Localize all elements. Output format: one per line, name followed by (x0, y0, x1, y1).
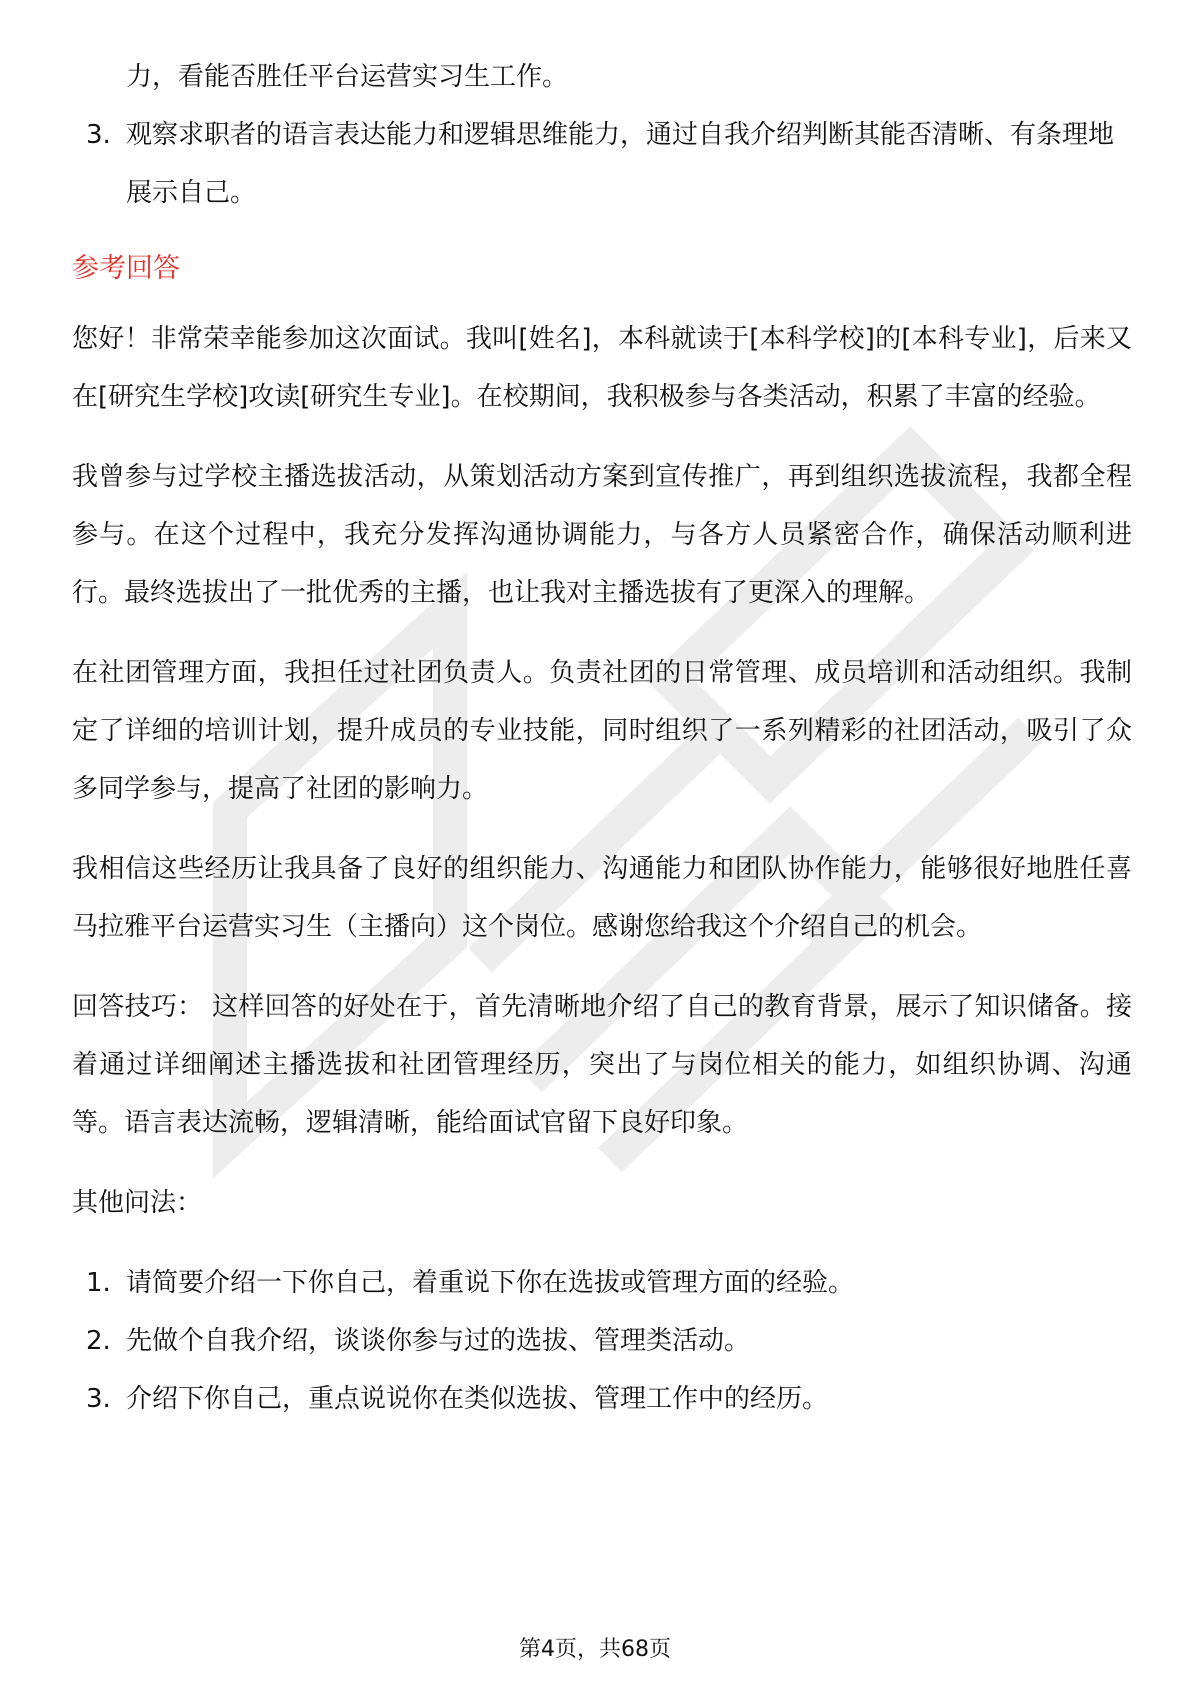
list-item-text: 请简要介绍一下你自己，着重说下你在选拔或管理方面的经验。 (126, 1268, 855, 1298)
other-question-1 (72, 1254, 1132, 1312)
other-questions-label: 其他问法： (72, 1188, 203, 1218)
answer-paragraph-4: 我相信这些经历让我具备了良好的组织能力、沟通能力和团队协作能力，能够很好地胜任喜马拉雅平台运营实习生（主播向）这个岗位。感谢您给我这个介绍自己的机会。 (72, 854, 1132, 942)
answer-tips-paragraph: 回答技巧： 这样回答的好处在于，首先清晰地介绍了自己的教育背景，展示了知识储备。接着通过详细阐述主播选拔和社团管理经历，突出了与岗位相关的能力，如组织协调、沟通等。语言表达流畅，逻辑清晰，能给面试官留下良好印象。 (72, 992, 1132, 1138)
page-footer: 第4页，共68页 (519, 1637, 671, 1662)
answer-paragraph-3: 在社团管理方面，我担任过社团负责人。负责社团的日常管理、成员培训和活动组织。我制定了详细的培训计划，提升成员的专业技能，同时组织了一系列精彩的社团活动，吸引了众多同学参与，提高了社团的影响力。 (72, 658, 1132, 804)
answer-paragraph-1: 您好！非常荣幸能参加这次面试。我叫[姓名]，本科就读于[本科学校]的[本科专业]，后来又在[研究生学校]攻读[研究生专业]。在校期间，我积极参与各类活动，积累了丰富的经验。 (72, 324, 1132, 412)
other-question-3 (72, 1370, 1132, 1428)
list-item-text: 先做个自我介绍，谈谈你参与过的选拔、管理类活动。 (126, 1326, 751, 1356)
list-number: 1. (86, 1268, 111, 1298)
list-number: 3. (86, 1384, 111, 1414)
section-title: 参考回答 (72, 253, 180, 284)
list-item-text: 介绍下你自己，重点说说你在类似选拔、管理工作中的经历。 (126, 1384, 829, 1414)
list-item-3 (72, 106, 1132, 222)
list-item-text: 观察求职者的语言表达能力和逻辑思维能力，通过自我介绍判断其能否清晰、有条理地展示自己。 (126, 120, 1115, 208)
list-number: 3. (86, 120, 111, 150)
document-body (72, 48, 1132, 1428)
answer-paragraph-2: 我曾参与过学校主播选拔活动，从策划活动方案到宣传推广，再到组织选拔流程，我都全程参与。在这个过程中，我充分发挥沟通协调能力，与各方人员紧密合作，确保活动顺利进行。最终选拔出了一批优秀的主播，也让我对主播选拔有了更深入的理解。 (72, 462, 1132, 608)
list-item-continuation: 力，看能否胜任平台运营实习生工作。 (126, 62, 569, 92)
list-number: 2. (86, 1326, 111, 1356)
other-question-2 (72, 1312, 1132, 1370)
